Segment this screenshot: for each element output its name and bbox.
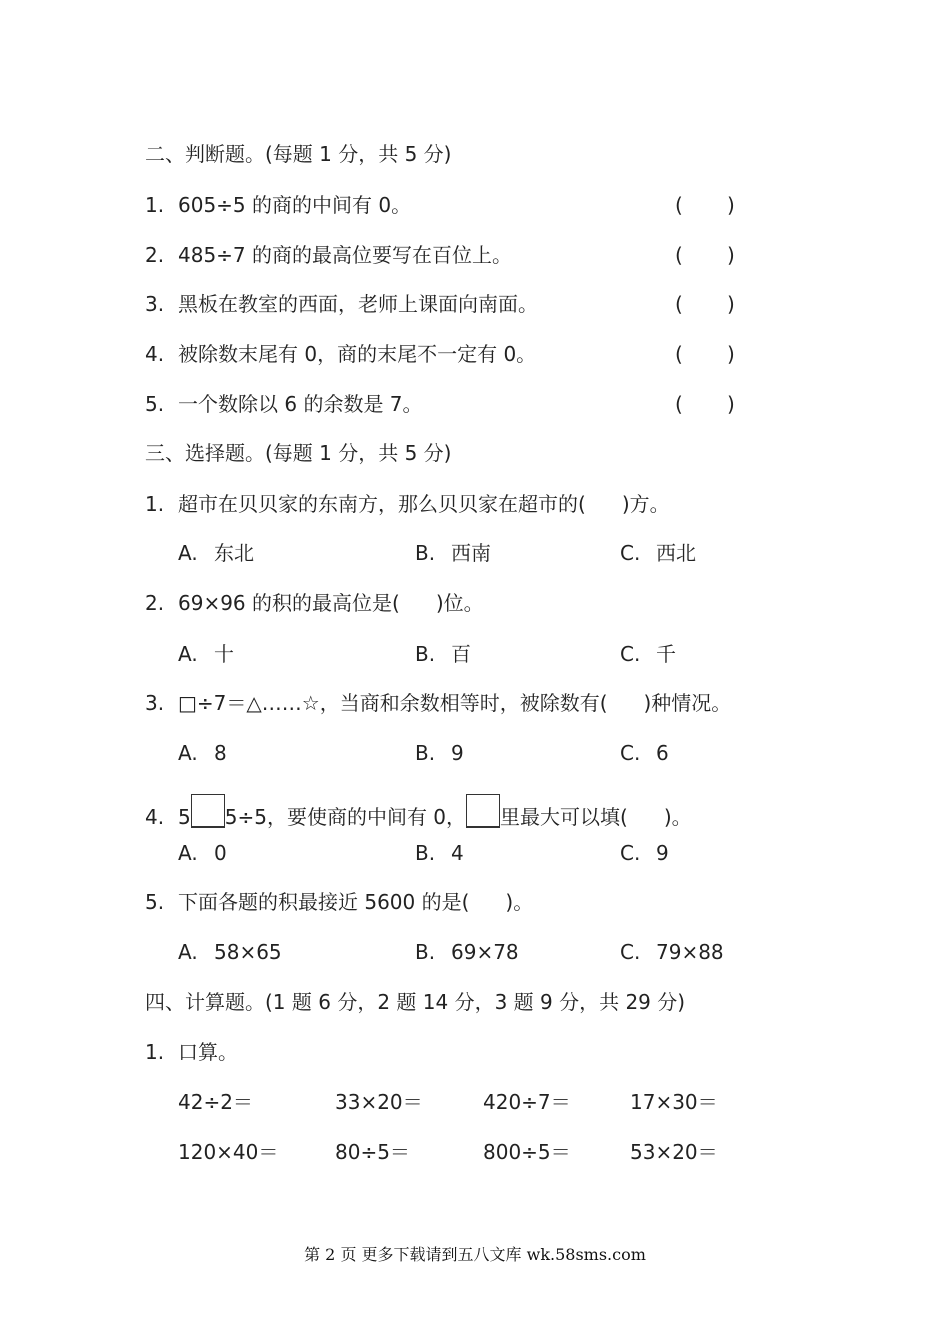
digit-box[interactable]: [191, 794, 225, 828]
choice-question-1: 1. 超市在贝贝家的东南方，那么贝贝家在超市的( )方。: [145, 492, 670, 516]
item-number: 3.: [145, 292, 165, 316]
worksheet-page: 二、判断题。(每题 1 分，共 5 分) 1. 605÷5 的商的中间有 0。 ( ) 2. 485÷7 的商的最高位要写在百位上。 ( ) 3. 黑板在教室的西面，老师上课面向南面。 ( ) 4. 被除数末尾有 0，商的末尾不一定有 0。 ( ) 5. 一个数除以 6 的余数是 7。 ( ) 三、选择题。(每题 1 分，共 5 分) 1. 超市在贝贝家的东南方，那么贝贝家在超市的( )方。 A. 东北 B. 西南 C. 西北 2. 69×96 的积的最高位是( )位。 A. 十 B. 百 C. 千 3. □÷7＝△……☆，当商和余数相等时，被除数有( )种情况。 A. 8 B. 9 C. 6 4. 5 5÷5，要使商的中间有 0， 里最大可以填( )。 A. 0 B. 4 C. 9 5. 下面各题的积最接近 5600 的是( )。 A. 58×65 B. 69×78 C. 79×88 四、计算题。(1 题 6 分，2 题 14 分，3 题 9 分，共 29 分) 1. 口算。 42÷2＝ 33×20＝ 420÷7＝ 17×30＝ 120×40＝ 80÷5＝ 800÷5＝ 53×20＝ 第 2 页 更多下载请到五八文库 wk.58sms.com: [0, 0, 950, 1344]
judgement-item-4: [145, 340, 536, 368]
option-a: A. 8: [178, 741, 227, 765]
judgement-item-5: [145, 390, 423, 418]
option-b: B. 9: [415, 741, 464, 765]
calc-item[interactable]: 42÷2＝: [178, 1090, 253, 1114]
option-b: B. 西南: [415, 541, 491, 565]
option-b: B. 百: [415, 642, 471, 666]
option-a: A. 58×65: [178, 940, 282, 964]
digit-box[interactable]: [466, 794, 500, 828]
option-a: A. 0: [178, 841, 227, 865]
calc-item[interactable]: 17×30＝: [630, 1090, 718, 1114]
option-c: C. 西北: [620, 541, 696, 565]
calc-subquestion-1: 1. 口算。: [145, 1040, 238, 1064]
option-b: B. 69×78: [415, 940, 519, 964]
item-text: 605÷5 的商的中间有 0。: [178, 193, 412, 217]
item-number: 1.: [145, 492, 165, 516]
item-number: 1.: [145, 1040, 165, 1064]
section-title-choice: 三、选择题。(每题 1 分，共 5 分): [145, 441, 452, 465]
item-text: 黑板在教室的西面，老师上课面向南面。: [178, 292, 538, 316]
judgement-item-2: [145, 241, 512, 269]
option-b: B. 4: [415, 841, 464, 865]
item-text: 485÷7 的商的最高位要写在百位上。: [178, 243, 513, 267]
item-number: 3.: [145, 691, 165, 715]
option-a: A. 东北: [178, 541, 254, 565]
item-number: 5.: [145, 890, 165, 914]
choice-question-5: 5. 下面各题的积最接近 5600 的是( )。: [145, 890, 534, 914]
option-c: C. 千: [620, 642, 676, 666]
calc-item[interactable]: 53×20＝: [630, 1140, 718, 1164]
calc-item[interactable]: 120×40＝: [178, 1140, 279, 1164]
calc-item[interactable]: 80÷5＝: [335, 1140, 410, 1164]
section-title-judgement: 二、判断题。(每题 1 分，共 5 分): [145, 142, 452, 166]
item-number: 4.: [145, 342, 165, 366]
item-number: 2.: [145, 243, 165, 267]
item-number: 4.: [145, 805, 165, 829]
item-number: 1.: [145, 193, 165, 217]
option-c: C. 79×88: [620, 940, 724, 964]
calc-item[interactable]: 800÷5＝: [483, 1140, 571, 1164]
item-number: 2.: [145, 591, 165, 615]
item-number: 5.: [145, 392, 165, 416]
choice-question-4: 4. 5 5÷5，要使商的中间有 0， 里最大可以填( )。: [145, 794, 692, 831]
option-c: C. 6: [620, 741, 669, 765]
choice-question-2: 2. 69×96 的积的最高位是( )位。: [145, 591, 484, 615]
choice-question-3: 3. □÷7＝△……☆，当商和余数相等时，被除数有( )种情况。: [145, 691, 732, 715]
judgement-item-1: [145, 191, 411, 219]
item-text: 一个数除以 6 的余数是 7。: [178, 392, 423, 416]
option-c: C. 9: [620, 841, 669, 865]
item-text: 被除数末尾有 0，商的末尾不一定有 0。: [178, 342, 537, 366]
calc-item[interactable]: 33×20＝: [335, 1090, 423, 1114]
section-title-calculation: 四、计算题。(1 题 6 分，2 题 14 分，3 题 9 分，共 29 分): [145, 990, 686, 1014]
calc-item[interactable]: 420÷7＝: [483, 1090, 571, 1114]
judgement-item-3: [145, 290, 538, 318]
page-footer: 第 2 页 更多下载请到五八文库 wk.58sms.com: [304, 1245, 646, 1264]
option-a: A. 十: [178, 642, 234, 666]
